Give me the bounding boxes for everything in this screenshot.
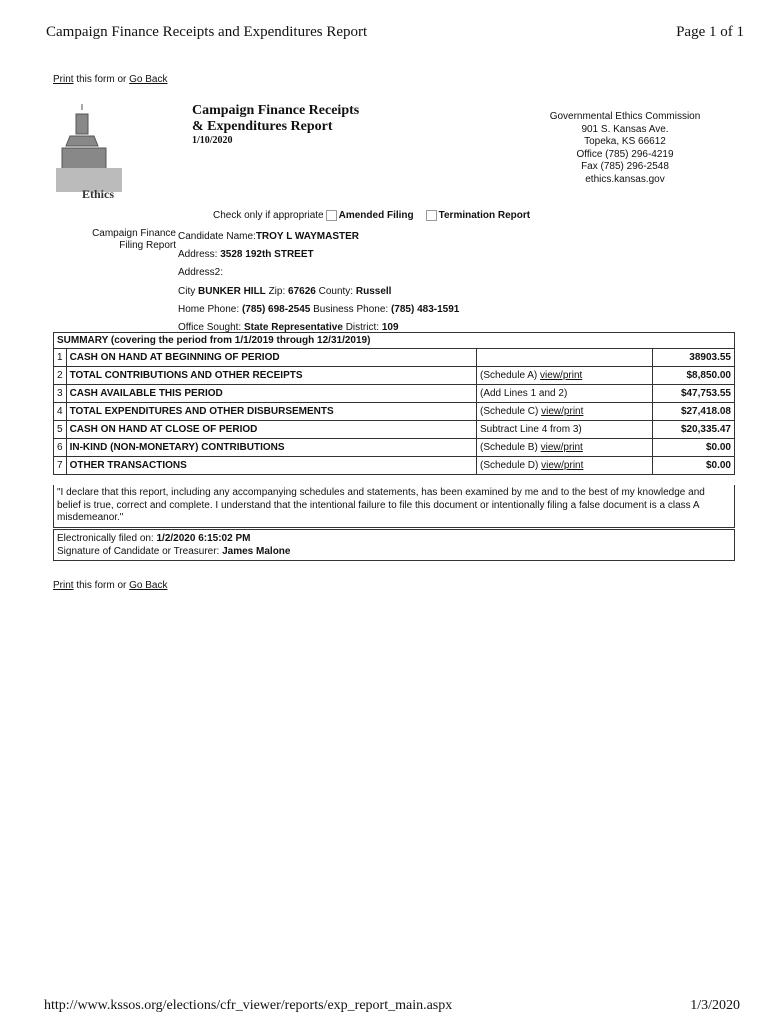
capitol-ethics-logo [52, 96, 128, 200]
go-back-link-bottom[interactable]: Go Back [129, 580, 168, 591]
row-label: IN-KIND (NON-MONETARY) CONTRIBUTIONS [66, 439, 476, 457]
summary-heading: SUMMARY (covering the period from 1/1/2019 through 12/31/2019) [54, 333, 735, 349]
report-title: Campaign Finance Receipts & Expenditures Report 1/10/2020 [192, 103, 360, 146]
row-label: TOTAL EXPENDITURES AND OTHER DISBURSEMENTS [66, 403, 476, 421]
print-link[interactable]: Print [53, 74, 74, 85]
row-label: TOTAL CONTRIBUTIONS AND OTHER RECEIPTS [66, 367, 476, 385]
row-value: 38903.55 [653, 349, 735, 367]
termination-checkbox[interactable] [426, 210, 437, 221]
row-value: $8,850.00 [653, 367, 735, 385]
row-number: 4 [54, 403, 67, 421]
row-label: CASH ON HAND AT BEGINNING OF PERIOD [66, 349, 476, 367]
svg-text:Ethics: Ethics [82, 187, 115, 200]
row-note: (Schedule D) [480, 460, 542, 471]
nav-top [53, 74, 168, 85]
row-value: $47,753.55 [653, 385, 735, 403]
summary-row [54, 385, 735, 403]
row-number: 3 [54, 385, 67, 403]
row-value: $20,335.47 [653, 421, 735, 439]
row-note: (Schedule A) [480, 370, 541, 381]
row-note: Subtract Line 4 from 3) [480, 424, 582, 435]
row-number: 1 [54, 349, 67, 367]
summary-row [54, 421, 735, 439]
view-print-link[interactable]: view/print [540, 370, 583, 381]
filing-details: Electronically filed on: 1/2/2020 6:15:02 PM Signature of Candidate or Treasurer: James Malone [53, 529, 735, 561]
row-label: CASH AVAILABLE THIS PERIOD [66, 385, 476, 403]
footer-date: 1/3/2020 [690, 998, 740, 1013]
row-note: (Add Lines 1 and 2) [480, 388, 568, 399]
footer-url: http://www.kssos.org/elections/cfr_viewer/reports/exp_report_main.aspx [44, 998, 453, 1013]
nav-bottom [53, 580, 168, 591]
row-note: (Schedule C) [480, 406, 542, 417]
declaration: "I declare that this report, including any accompanying schedules and statements, has been examined by me and to the best of my knowledge and belief is true, correct and complete. I understand that the intentional failure to file this document or intentionally filing a false document is a class A misdemeanor." [53, 485, 735, 528]
filing-label: Campaign Finance Filing Report [92, 228, 176, 251]
amended-checkbox[interactable] [326, 210, 337, 221]
page-number: Page 1 of 1 [676, 24, 744, 40]
row-number: 6 [54, 439, 67, 457]
nav-text: this form or [73, 74, 130, 85]
row-number: 7 [54, 457, 67, 475]
row-value: $0.00 [653, 457, 735, 475]
print-link-bottom[interactable]: Print [53, 580, 74, 591]
view-print-link[interactable]: view/print [541, 460, 584, 471]
page-header-title: Campaign Finance Receipts and Expenditures Report [46, 24, 368, 40]
go-back-link[interactable]: Go Back [129, 74, 168, 85]
row-label: OTHER TRANSACTIONS [66, 457, 476, 475]
row-value: $0.00 [653, 439, 735, 457]
row-number: 5 [54, 421, 67, 439]
view-print-link[interactable]: view/print [541, 406, 584, 417]
candidate-info: Candidate Name:TROY L WAYMASTER Address: 3528 192th STREET Address2: City BUNKER HILL Zip: 67626 County: Russell Home Phone: (785) 698-2545 Business Phone: (785) 483-1591 Office Sought: State Representative District: 109 [178, 231, 460, 334]
summary-row [54, 439, 735, 457]
row-value: $27,418.08 [653, 403, 735, 421]
view-print-link[interactable]: view/print [540, 442, 583, 453]
summary-row [54, 457, 735, 475]
summary-table [53, 332, 735, 475]
agency-block: Governmental Ethics Commission 901 S. Kansas Ave. Topeka, KS 66612 Office (785) 296-4219 Fax (785) 296-2548 ethics.kansas.gov [549, 111, 701, 185]
nav-text: this form or [73, 580, 130, 591]
row-label: CASH ON HAND AT CLOSE OF PERIOD [66, 421, 476, 439]
row-number: 2 [54, 367, 67, 385]
row-note: (Schedule B) [480, 442, 541, 453]
filing-type: Check only if appropriate Amended Filing Termination Report [213, 210, 531, 222]
summary-row [54, 367, 735, 385]
summary-row [54, 349, 735, 367]
summary-row [54, 403, 735, 421]
